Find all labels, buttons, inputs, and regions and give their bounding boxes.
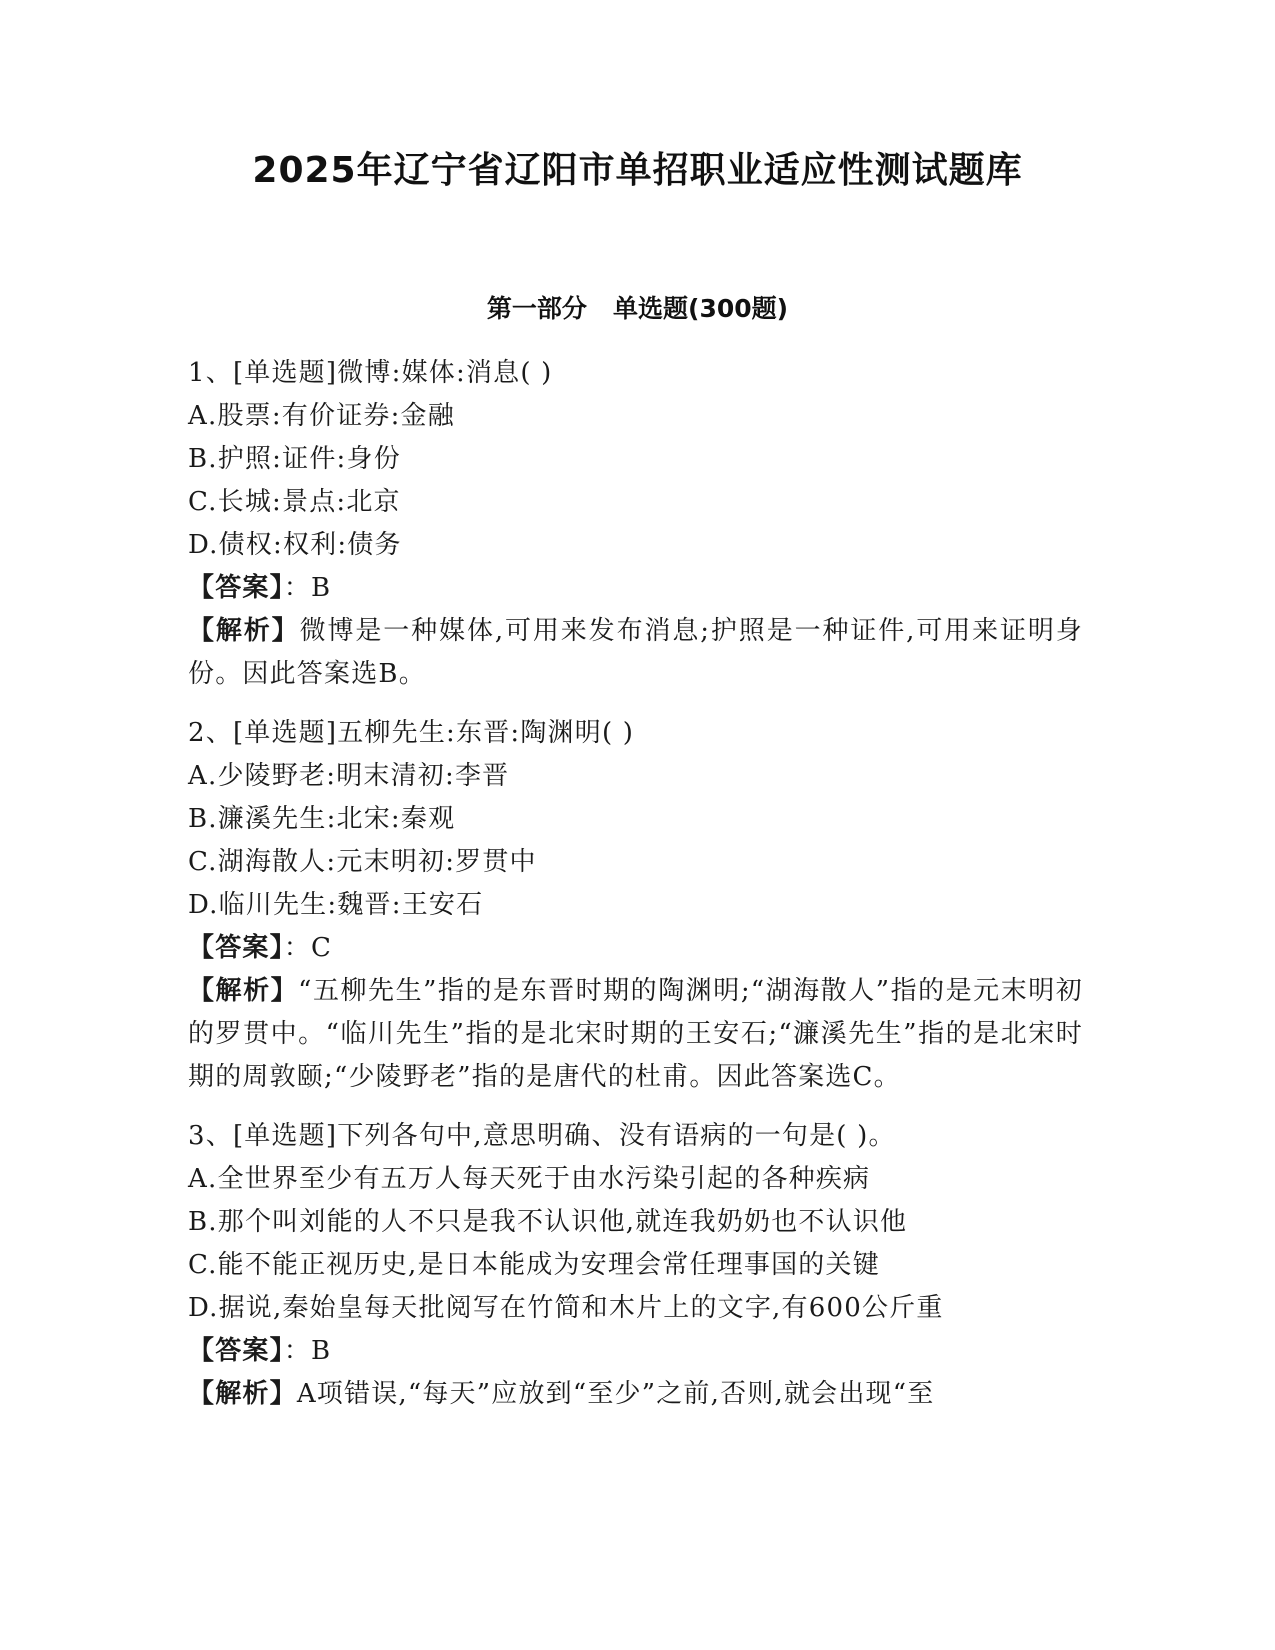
question-3-option-a: A.全世界至少有五万人每天死于由水污染引起的各种疾病 xyxy=(188,1164,871,1194)
answer-separator: ： xyxy=(283,933,312,963)
question-1-option-a: A.股票:有价证券:金融 xyxy=(188,401,455,431)
section-title: 第一部分 单选题(300题) xyxy=(486,294,789,323)
question-1-answer xyxy=(188,567,1083,610)
answer-value: B xyxy=(311,1336,332,1366)
question-2-analysis xyxy=(188,970,1083,1099)
answer-label: 【答案】 xyxy=(188,933,284,963)
question-1-option-b: B.护照:证件:身份 xyxy=(188,444,401,474)
question-3-answer xyxy=(188,1330,1083,1373)
question-2 xyxy=(188,712,1083,1099)
analysis-text: “五柳先生”指的是东晋时期的陶渊明;“湖海散人”指的是元末明初的罗贯中。“临川先生”指的是北宋时期的王安石;“濂溪先生”指的是北宋时期的周敦颐;“少陵野老”指的是唐代的杜甫。因此答案选C。 xyxy=(188,976,1083,1092)
answer-separator: ： xyxy=(283,1336,312,1366)
question-2-answer xyxy=(188,927,1083,970)
question-2-stem: 2、[单选题]五柳先生:东晋:陶渊明( ) xyxy=(188,718,635,748)
question-3-stem: 3、[单选题]下列各句中,意思明确、没有语病的一句是( )。 xyxy=(188,1121,896,1151)
question-3-option-c: C.能不能正视历史,是日本能成为安理会常任理事国的关键 xyxy=(188,1250,880,1280)
analysis-text: 微博是一种媒体,可用来发布消息;护照是一种证件,可用来证明身份。因此答案选B。 xyxy=(188,616,1083,689)
analysis-label: 【解析】 xyxy=(188,976,299,1006)
answer-label: 【答案】 xyxy=(188,573,284,603)
question-1-analysis xyxy=(188,610,1083,696)
question-2-option-a: A.少陵野老:明末清初:李晋 xyxy=(188,761,510,791)
question-3-option-d: D.据说,秦始皇每天批阅写在竹简和木片上的文字,有600公斤重 xyxy=(188,1293,944,1323)
analysis-label: 【解析】 xyxy=(188,1379,297,1409)
question-1-stem: 1、[单选题]微博:媒体:消息( ) xyxy=(188,358,553,388)
analysis-text: A项错误,“每天”应放到“至少”之前,否则,就会出现“至 xyxy=(296,1379,935,1409)
question-2-option-b: B.濂溪先生:北宋:秦观 xyxy=(188,804,456,834)
question-1-option-c: C.长城:景点:北京 xyxy=(188,487,401,517)
question-list xyxy=(188,352,1083,1432)
question-3-option-b: B.那个叫刘能的人不只是我不认识他,就连我奶奶也不认识他 xyxy=(188,1207,908,1237)
answer-separator: ： xyxy=(283,573,312,603)
document-title: 2025年辽宁省辽阳市单招职业适应性测试题库 xyxy=(252,150,1023,191)
question-2-option-c: C.湖海散人:元末明初:罗贯中 xyxy=(188,847,537,877)
question-3 xyxy=(188,1115,1083,1416)
question-3-analysis xyxy=(188,1373,1083,1416)
question-1 xyxy=(188,352,1083,696)
question-2-option-d: D.临川先生:魏晋:王安石 xyxy=(188,890,484,920)
answer-value: C xyxy=(311,933,333,963)
answer-value: B xyxy=(311,573,332,603)
analysis-label: 【解析】 xyxy=(188,616,300,646)
answer-label: 【答案】 xyxy=(188,1336,284,1366)
question-1-option-d: D.债权:权利:债务 xyxy=(188,530,402,560)
